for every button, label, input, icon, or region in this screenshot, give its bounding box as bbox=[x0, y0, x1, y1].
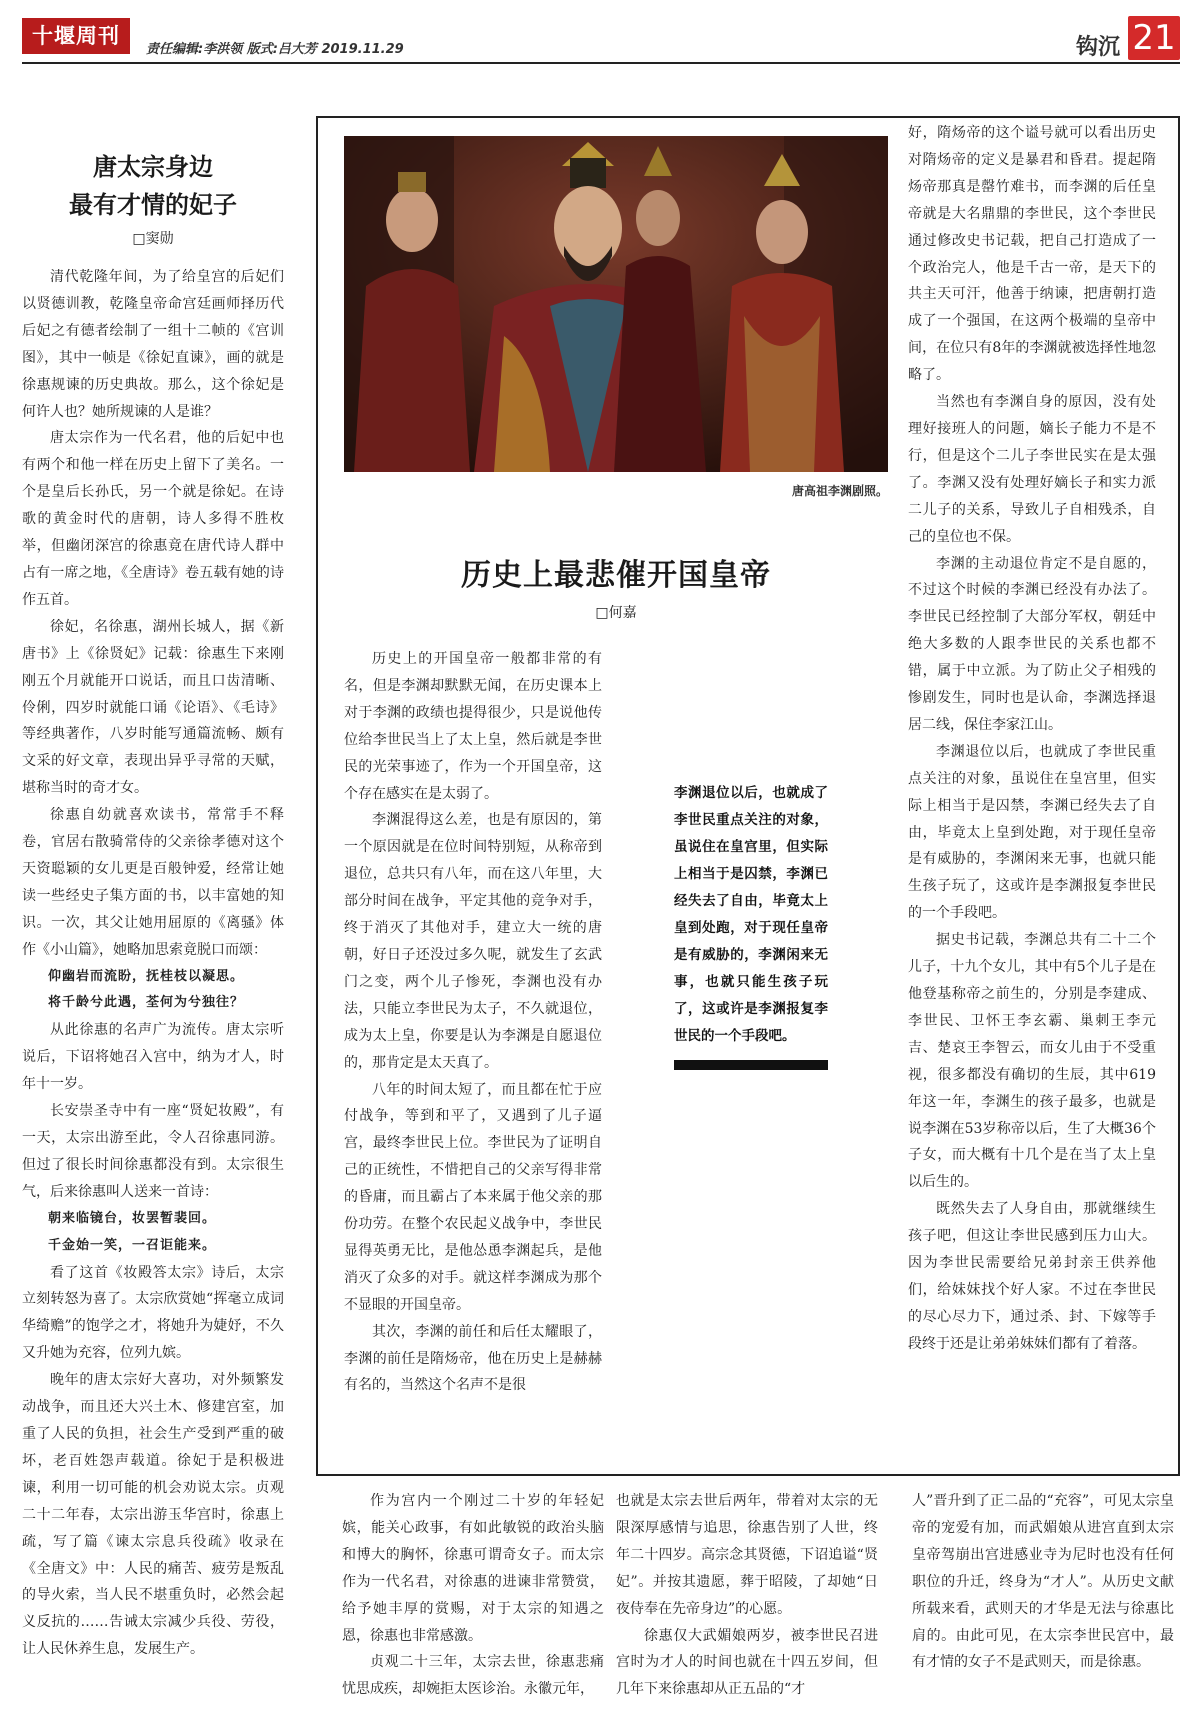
paragraph: 也就是太宗去世后两年，带着对太宗的无限深厚感情与追思，徐惠告别了人世，终年二十四岁。高宗念其贤德，下诏追谥“贤妃”。并按其遗愿，葬于昭陵，了却她“日夜侍奉在先帝身边”的心愿。 bbox=[616, 1493, 878, 1617]
poem-line: 千金始一笑，一召讵能来。 bbox=[48, 1237, 217, 1253]
paragraph: 作为宫内一个刚过二十岁的年轻妃嫔，能关心政事，有如此敏锐的政治头脑和博大的胸怀，徐惠可谓奇女子。而太宗作为一代名君，对徐惠的进谏非常赞赏，给予她丰厚的赏赐，对于太宗的知遇之恩，徐惠也非常感激。 bbox=[342, 1493, 604, 1644]
left-article-title bbox=[22, 148, 284, 224]
feature-left-column bbox=[344, 646, 602, 1399]
left-article bbox=[22, 148, 284, 1663]
paragraph: 长安崇圣寺中有一座“贤妃妆殿”，有一天，太宗出游至此，令人召徐惠同游。但过了很长时间徐惠都没有到。太宗很生气，后来徐惠叫人送来一首诗： bbox=[22, 1103, 284, 1200]
left-article-body bbox=[22, 264, 284, 1663]
paragraph: 唐太宗作为一代名君，他的后妃中也有两个和他一样在历史上留下了美名。一个是皇后长孙氏，另一个就是徐妃。在诗歌的黄金时代的唐朝，诗人多得不胜枚举，但幽闭深宫的徐惠竟在唐代诗人群中占有一席之地，《全唐诗》卷五载有她的诗作五首。 bbox=[22, 430, 284, 608]
poem-line: 仰幽岩而流盼，抚桂枝以凝思。 bbox=[48, 968, 245, 984]
feature-right-column bbox=[908, 120, 1156, 1358]
paragraph: 据史书记载，李渊总共有二十二个儿子，十九个女儿，其中有5个儿子是在他登基称帝之前生的，分别是李建成、李世民、卫怀王李玄霸、巢刺王李元吉、楚哀王李智云，而女儿由于不受重视，很多都没有确切的生辰，其中619年这一年，李渊生的孩子最多，也就是说李渊在53岁称帝以后，生了大概36个子女，而大概有十几个是在当了太上皇以后生的。 bbox=[908, 932, 1156, 1191]
paragraph: 徐惠仅大武媚娘两岁，被李世民召进宫时为才人的时间也就在十四五岁间，但几年下来徐惠却从正五品的“才 bbox=[616, 1627, 878, 1698]
paragraph: 李渊混得这么差，也是有原因的，第一个原因就是在位时间特别短，从称帝到退位，总共只有八年，而在这八年里，大部分时间在战争，平定其他的竞争对手，终于消灭了其他对手，建立大一统的唐朝，好日子还没过多久呢，就发生了玄武门之变，两个儿子惨死，李渊也没有办法，只能立李世民为太子，不久就退位，成为太上皇，你要是认为李渊是自愿退位的，那肯定是太天真了。 bbox=[344, 812, 602, 1071]
title-line: 最有才情的妃子 bbox=[69, 190, 237, 219]
paragraph: 历史上的开国皇帝一般都非常的有名，但是李渊却默默无闻，在历史课本上对于李渊的政绩也提得很少，只是说他传位给李世民当上了太上皇，然后就是李世民的光荣事迹了，作为一个开国皇帝，这个存在感实在是太弱了。 bbox=[344, 651, 602, 802]
paragraph: 好，隋炀帝的这个谥号就可以看出历史对隋炀帝的定义是暴君和昏君。提起隋炀帝那真是罄竹难书，而李渊的后任皇帝就是大名鼎鼎的李世民，这个李世民通过修改史书记载，把自己打造成了一个政治完人，他是千古一帝，是天下的共主天可汗，他善于纳谏，把唐朝打造成了一个强国，在这两个极端的皇帝中间，在位只有8年的李渊就被选择性地忽略了。 bbox=[908, 125, 1156, 384]
paragraph: 徐惠自幼就喜欢读书，常常手不释卷，官居右散骑常侍的父亲徐孝德对这个天资聪颖的女儿更是百般钟爱，经常让她读一些经史子集方面的书，以丰富她的知识。一次，其父让她用屈原的《离骚》体作《小山篇》，她略加思索竟脱口而颂： bbox=[22, 807, 284, 958]
paragraph: 贞观二十三年，太宗去世，徐惠悲痛忧思成疾，却婉拒太医诊治。永徽元年， bbox=[342, 1654, 604, 1698]
paragraph: 李渊退位以后，也就成了李世民重点关注的对象，虽说住在皇宫里，但实际上相当于是囚禁，李渊已经失去了自由，毕竟太上皇到处跑，对于现任皇帝是有威胁的，李渊闲来无事，也就只能生孩子玩了，这或许是李渊报复李世民的一个手段吧。 bbox=[908, 743, 1156, 922]
left-article-byline: □窦勋 bbox=[132, 231, 174, 247]
bottom-column-2 bbox=[616, 1488, 878, 1703]
pull-quote-rule bbox=[674, 1060, 828, 1070]
paragraph: 晚年的唐太宗好大喜功，对外频繁发动战争，而且还大兴土木、修建宫室，加重了人民的负担，社会生产受到严重的破坏，老百姓怨声载道。徐妃于是积极进谏，利用一切可能的机会劝说太宗。贞观二十二年春，太宗出游玉华宫时，徐惠上疏，写了篇《谏太宗息兵役疏》收录在《全唐文》中：人民的痛苦、疲劳是叛乱的导火索，当人民不堪重负时，必然会起义反抗的……告诫太宗减少兵役、劳役，让人民休养生息，发展生产。 bbox=[22, 1372, 284, 1658]
paragraph: 八年的时间太短了，而且都在忙于应付战争，等到和平了，又遇到了儿子逼宫，最终李世民上位。李世民为了证明自己的正统性，不惜把自己的父亲写得非常的昏庸，而且霸占了本来属于他父亲的那份功劳。在整个农民起义战争中，李世民显得英勇无比，是他怂恿李渊起兵，是他消灭了众多的对手。就这样李渊成为那个不显眼的开国皇帝。 bbox=[344, 1081, 602, 1313]
pull-quote bbox=[674, 780, 828, 1070]
photo-illustration bbox=[344, 136, 888, 472]
paragraph: 当然也有李渊自身的原因，没有处理好接班人的问题，嫡长子能力不是不行，但是这个二儿子李世民实在是太强了。李渊又没有处理好嫡长子和实力派二儿子的关系，导致儿子自相残杀，自己的皇位也不保。 bbox=[908, 394, 1156, 545]
feature-byline: □何嘉 bbox=[595, 605, 637, 621]
bottom-column-1 bbox=[342, 1488, 604, 1703]
poem-line: 将千龄兮此遇，荃何为兮独往？ bbox=[48, 995, 245, 1011]
paragraph: 既然失去了人身自由，那就继续生孩子吧，但这让李世民感到压力山大。因为李世民需要给兄弟封亲王供养他们，给妹妹找个好人家。不过在李世民的尽心尽力下，通过杀、封、下嫁等手段终于还是让弟弟妹妹们都有了着落。 bbox=[908, 1201, 1156, 1352]
feature-article-box bbox=[316, 116, 1180, 1476]
section-name: 钩沉 bbox=[1075, 35, 1120, 60]
page-number-badge: 21 bbox=[1128, 16, 1180, 60]
bottom-column-3 bbox=[912, 1488, 1174, 1676]
editor-meta: 责任编辑:李洪领 版式:吕大芳 2019.11.29 bbox=[146, 42, 404, 57]
photo-caption: 唐高祖李渊剧照。 bbox=[791, 484, 888, 498]
paragraph: 李渊的主动退位肯定不是自愿的，不过这个时候的李渊已经没有办法了。李世民已经控制了大部分军权，朝廷中绝大多数的人跟李世民的关系也都不错，属于中立派。为了防止父子相残的惨剧发生，同时也是认命，李渊选择退居二线，保住李家江山。 bbox=[908, 555, 1156, 733]
paragraph: 徐妃，名徐惠，湖州长城人，据《新唐书》上《徐贤妃》记载：徐惠生下来刚刚五个月就能开口说话，而且口齿清晰、伶俐，四岁时就能口诵《论语》、《毛诗》等经典著作，八岁时能写通篇流畅、颇有文采的好文章，表现出异乎寻常的天赋，堪称当时的奇才女。 bbox=[22, 618, 284, 797]
header-divider bbox=[22, 62, 1180, 64]
pull-quote-text: 李渊退位以后，也就成了李世民重点关注的对象，虽说住在皇宫里，但实际上相当于是囚禁，李渊已经失去了自由，毕竟太上皇到处跑，对于现任皇帝是有威胁的，李渊闲来无事，也就只能生孩子玩了，这或许是李渊报复李世民的一个手段吧。 bbox=[674, 785, 828, 1044]
drama-still-photo bbox=[344, 136, 888, 472]
paragraph: 人”晋升到了正二品的“充容”，可见太宗皇帝的宠爱有加，而武媚娘从进宫直到太宗皇帝驾崩出宫进感业寺为尼时也没有任何职位的升迁，终身为“才人”。从历史文献所载来看，武则天的才华是无法与徐惠比肩的。由此可见，在太宗李世民宫中，最有才情的女子不是武则天，而是徐惠。 bbox=[912, 1493, 1174, 1671]
page-header bbox=[22, 16, 1180, 62]
paragraph: 清代乾隆年间，为了给皇宫的后妃们以贤德训教，乾隆皇帝命宫廷画师择历代后妃之有德者绘制了一组十二帧的《宫训图》，其中一帧是《徐妃直谏》，画的就是徐惠规谏的历史典故。那么，这个徐妃是何许人也？她所规谏的人是谁？ bbox=[22, 269, 284, 420]
poem-line: 朝来临镜台，妆罢暂裴回。 bbox=[48, 1210, 217, 1226]
feature-title: 历史上最悲催开国皇帝 bbox=[461, 558, 771, 593]
masthead-logo: 十堰周刊 bbox=[22, 18, 130, 54]
title-line: 唐太宗身边 bbox=[93, 152, 213, 181]
paragraph: 从此徐惠的名声广为流传。唐太宗听说后，下诏将她召入宫中，纳为才人，时年十一岁。 bbox=[22, 1022, 284, 1093]
paragraph: 看了这首《妆殿答太宗》诗后，太宗立刻转怒为喜了。太宗欣赏她“挥毫立成词华绮赡”的饱学之才，将她升为婕妤，不久又升她为充容，位列九嫔。 bbox=[22, 1264, 284, 1362]
paragraph: 其次，李渊的前任和后任太耀眼了，李渊的前任是隋炀帝，他在历史上是赫赫有名的，当然这个名声不是很 bbox=[344, 1323, 602, 1394]
